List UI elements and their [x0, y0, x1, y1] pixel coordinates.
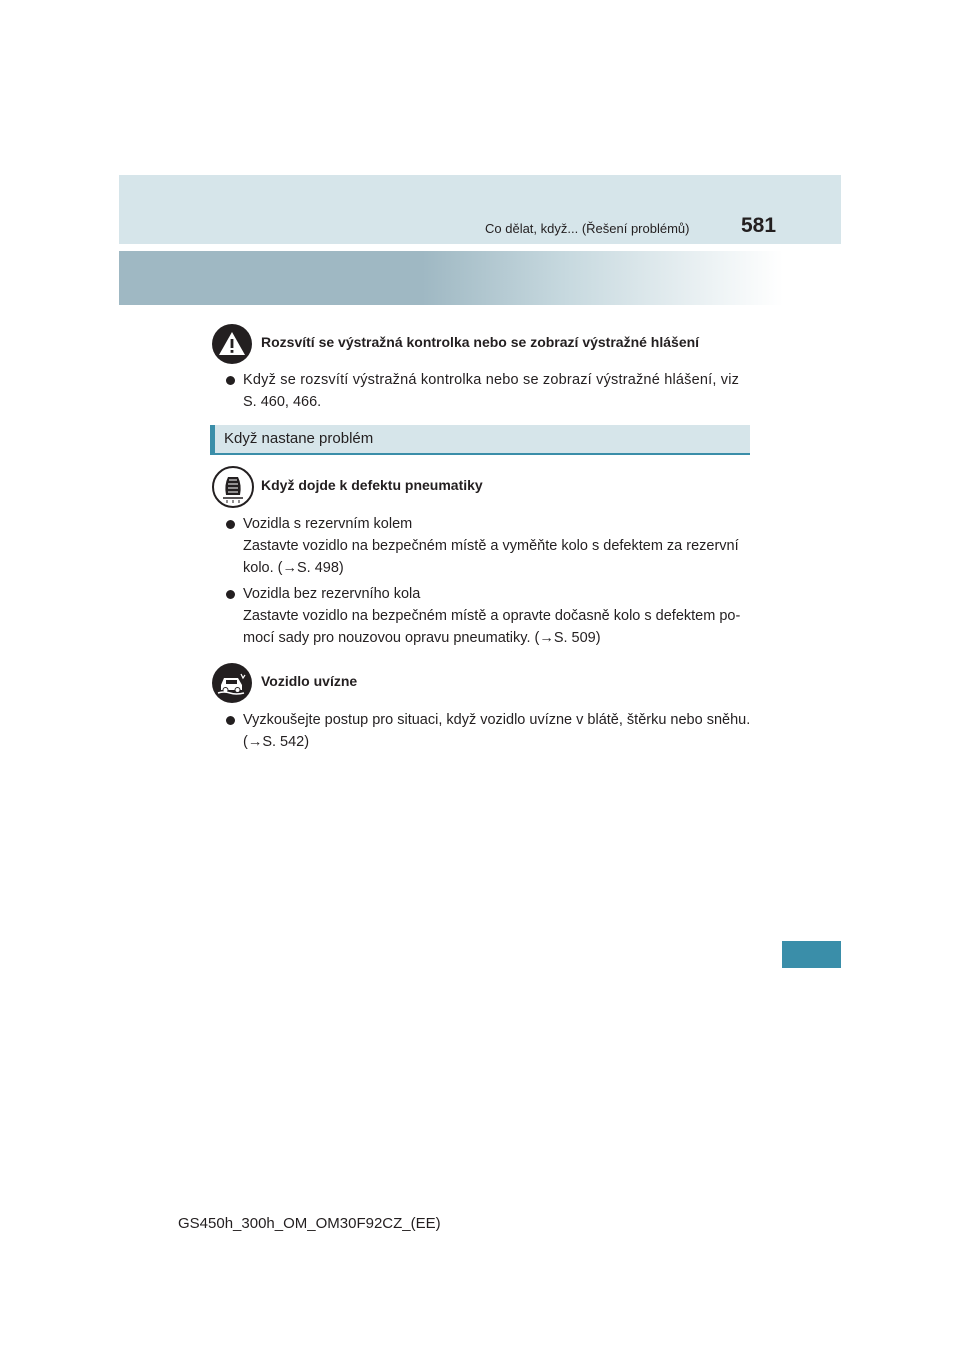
flat-tire-icon [212, 466, 254, 508]
tire-item2-line3: mocí sady pro nouzovou opravu pneumatiky. (→S. 509) [243, 630, 601, 646]
stuck-text-line1: Vyzkoušejte postup pro situaci, když vozidlo uvízne v blátě, štěrku nebo sněhu. [243, 712, 751, 728]
warning-triangle-icon [212, 324, 252, 364]
bullet [226, 590, 235, 599]
stuck-heading: Vozidlo uvízne [261, 673, 358, 689]
warning-heading: Rozsvítí se výstražná kontrolka nebo se zobrazí výstražné hlášení [261, 334, 700, 350]
tire-item1-line2: Zastavte vozidlo na bezpečném místě a vyměňte kolo s defektem za rezervní [243, 538, 739, 554]
stuck-text-line2: (→S. 542) [243, 734, 310, 750]
tire-heading: Když dojde k defektu pneumatiky [261, 477, 483, 493]
tire-item2-line1: Vozidla bez rezervního kola [243, 586, 421, 602]
tire-item1-line3: kolo. (→S. 498) [243, 560, 344, 576]
bullet [226, 520, 235, 529]
section-heading-bar [210, 425, 750, 455]
section-accent [210, 425, 215, 455]
warning-text-line2: S. 460, 466. [243, 394, 322, 410]
tire-item2-line2: Zastavte vozidlo na bezpečném místě a opravte dočasně kolo s defektem po- [243, 608, 741, 624]
document-code: GS450h_300h_OM_OM30F92CZ_(EE) [178, 1215, 441, 1232]
bullet [226, 376, 235, 385]
chapter-gradient-band [119, 251, 841, 305]
warning-text-line1: Když se rozsvítí výstražná kontrolka nebo se zobrazí výstražné hlášení, viz [243, 372, 740, 388]
chapter-side-tab [782, 941, 841, 968]
page-number: 581 [741, 214, 777, 237]
header-title: Co dělat, když... (Řešení problémů) [485, 221, 690, 236]
stuck-vehicle-icon [212, 663, 252, 703]
bullet [226, 716, 235, 725]
header-band [119, 175, 841, 244]
section-title: Když nastane problém [224, 430, 374, 447]
tire-item1-line1: Vozidla s rezervním kolem [243, 516, 413, 532]
